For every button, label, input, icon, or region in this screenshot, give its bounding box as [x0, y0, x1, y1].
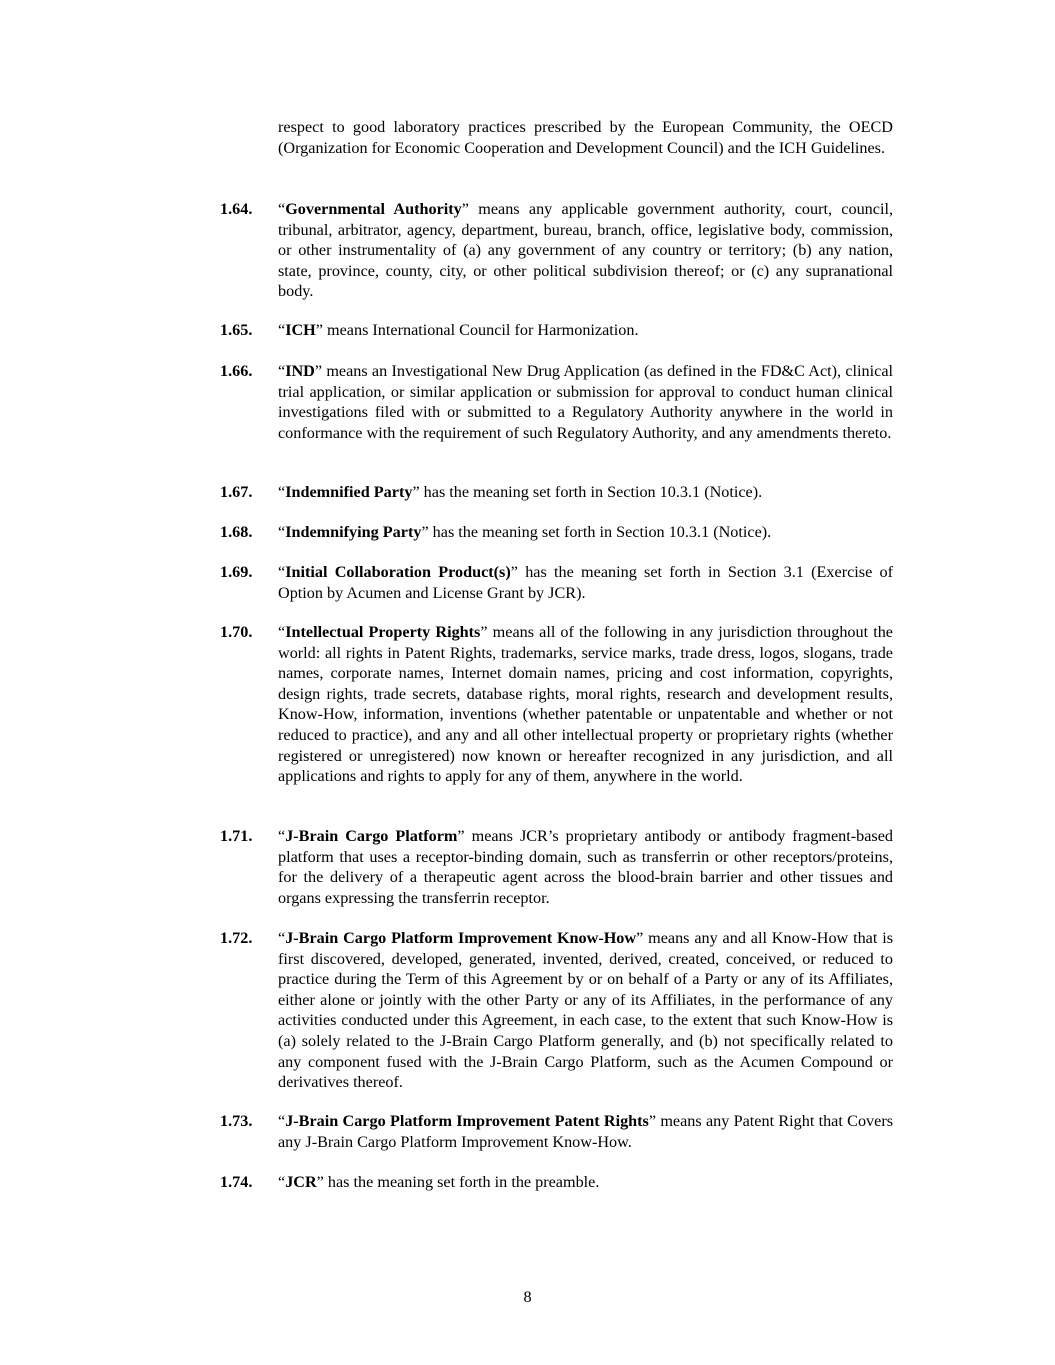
- defined-term: J-Brain Cargo Platform Improvement Know-How: [285, 929, 637, 947]
- defined-term: JCR: [285, 1173, 317, 1191]
- definition-paragraph: “IND” means an Investigational New Drug Application (as defined in the FD&C Act), clinical trial application, or similar application or submission for approval to conduct human clinical investigations filed with or submitted to a Regulatory Authority anywhere in the world in conformance with the requirement of such Regulatory Authority, and any amendments thereto.: [278, 362, 893, 442]
- section-number: 1.70.: [220, 623, 253, 641]
- definition-paragraph: “Intellectual Property Rights” means all of the following in any jurisdiction throughout the world: all rights in Patent Rights, trademarks, service marks, trade dress, logos, slogans, trade names, corporate names, Internet domain names, pricing and cost information, copyrights, design rights, trade secrets, database rights, moral rights, research and development results, Know-How, information, inventions (whether patentable or unpatentable and whether or not reduced to practice), and any and all other intellectual property or proprietary rights (whether registered or unregistered) now known or hereafter recognized in any jurisdiction, and all applications and rights to apply for any of them, anywhere in the world.: [278, 623, 893, 786]
- definition-paragraph: “Governmental Authority” means any applicable government authority, court, council, tribunal, arbitrator, agency, department, bureau, branch, office, legislative body, commission, or other instrumentality of (a) any government of any country or territory; (b) any nation, state, province, county, city, or other political subdivision thereof; or (c) any supranational body.: [278, 200, 893, 301]
- section-number: 1.74.: [220, 1173, 253, 1191]
- definition-paragraph: “J-Brain Cargo Platform Improvement Patent Rights” means any Patent Right that Covers any J-Brain Cargo Platform Improvement Know-How.: [278, 1112, 894, 1151]
- defined-term: Initial Collaboration Product(s): [285, 563, 511, 581]
- continuation-paragraph: respect to good laboratory practices prescribed by the European Community, the OECD (Organization for Economic Cooperation and Development Council) and the ICH Guidelines.: [278, 118, 893, 157]
- section-number: 1.65.: [220, 321, 253, 339]
- defined-term: ICH: [285, 321, 316, 339]
- defined-term: IND: [285, 362, 315, 380]
- definition-paragraph: “Initial Collaboration Product(s)” has the meaning set forth in Section 3.1 (Exercise of Option by Acumen and License Grant by JCR).: [278, 563, 893, 602]
- section-number: 1.66.: [220, 362, 253, 380]
- defined-term: J-Brain Cargo Platform Improvement Patent Rights: [285, 1112, 649, 1130]
- section-number: 1.68.: [220, 523, 253, 541]
- section-number: 1.67.: [220, 483, 253, 501]
- page-number: 8: [523, 1288, 532, 1306]
- section-number: 1.72.: [220, 929, 253, 947]
- defined-term: Indemnifying Party: [285, 523, 422, 541]
- section-number: 1.73.: [220, 1112, 253, 1130]
- definition-paragraph: “ICH” means International Council for Harmonization.: [278, 321, 639, 339]
- definition-paragraph: “JCR” has the meaning set forth in the preamble.: [278, 1173, 600, 1191]
- definition-paragraph: “J-Brain Cargo Platform Improvement Know-How” means any and all Know-How that is first discovered, developed, generated, invented, derived, created, conceived, or reduced to practice during the Term of this Agreement by or on behalf of a Party or any of its Affiliates, either alone or jointly with the other Party or any of its Affiliates, in the performance of any activities conducted under this Agreement, in each case, to the extent that such Know-How is (a) solely related to the J-Brain Cargo Platform generally, and (b) not specifically related to any component fused with the J-Brain Cargo Platform, such as the Acumen Compound or derivatives thereof.: [278, 929, 894, 1092]
- defined-term: Indemnified Party: [285, 483, 413, 501]
- definition-paragraph: “J-Brain Cargo Platform” means JCR’s proprietary antibody or antibody fragment-based platform that uses a receptor-binding domain, such as transferrin or other receptors/proteins, for the delivery of a therapeutic agent across the blood-brain barrier and other tissues and organs expressing the transferrin receptor.: [278, 827, 893, 907]
- defined-term: Governmental Authority: [285, 200, 462, 218]
- defined-term: Intellectual Property Rights: [285, 623, 481, 641]
- section-number: 1.64.: [220, 200, 253, 218]
- section-number: 1.69.: [220, 563, 253, 581]
- section-number: 1.71.: [220, 827, 253, 845]
- definition-paragraph: “Indemnified Party” has the meaning set forth in Section 10.3.1 (Notice).: [278, 483, 763, 501]
- defined-term: J-Brain Cargo Platform: [285, 827, 458, 845]
- definition-paragraph: “Indemnifying Party” has the meaning set forth in Section 10.3.1 (Notice).: [278, 523, 772, 541]
